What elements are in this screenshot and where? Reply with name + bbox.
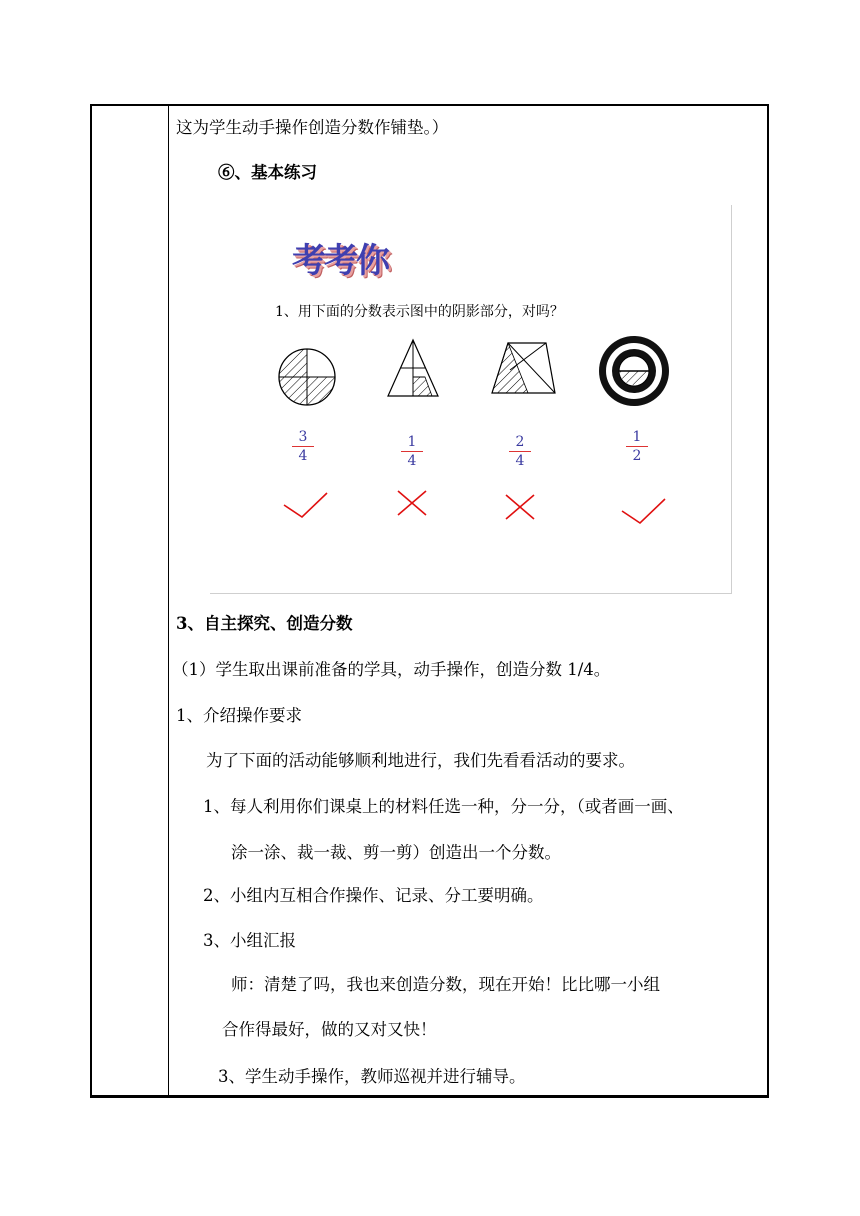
fraction-bar [401, 451, 423, 452]
text-line: 为了下面的活动能够顺利地进行，我们先看看活动的要求。 [206, 751, 635, 770]
figures [210, 205, 731, 593]
text-line: 涂一涂、裁一裁、剪一剪）创造出一个分数。 [231, 843, 561, 862]
fraction-2 [397, 434, 427, 469]
numerator: 3 [298, 429, 308, 445]
denominator: 4 [515, 453, 525, 470]
fraction-bar [292, 446, 314, 447]
numerator: 1 [407, 434, 417, 450]
fraction-4 [622, 429, 652, 464]
triangle-figure [388, 340, 438, 396]
slide-question: 1、用下面的分数表示图中的阴影部分，对吗？ [275, 304, 564, 320]
text-line: 合作得最好，做的又对又快！ [222, 1020, 437, 1039]
slide-title: 考考你 [292, 241, 388, 281]
denominator: 4 [298, 448, 308, 465]
section-heading: 3、自主探究、创造分数 [176, 614, 353, 633]
trapezoid-figure [492, 343, 555, 393]
fraction-3 [505, 434, 535, 469]
text-line: 3、小组汇报 [203, 931, 296, 950]
check-icon [622, 499, 665, 523]
text-line: 1、每人利用你们课桌上的材料任选一种，分一分，（或者画一画、 [203, 797, 684, 816]
exercise-slide [210, 205, 732, 594]
denominator: 4 [407, 453, 417, 470]
text-line: 师：清楚了吗，我也来创造分数，现在开始！比比哪一小组 [231, 975, 660, 994]
numerator: 1 [632, 429, 642, 445]
section-heading: ⑥、基本练习 [218, 163, 317, 182]
circle-figure [279, 349, 335, 405]
check-icon [284, 493, 327, 517]
cross-icon [398, 491, 426, 515]
denominator: 2 [632, 448, 642, 465]
rings-figure [599, 336, 669, 406]
fraction-bar [509, 451, 531, 452]
cross-icon [506, 495, 534, 519]
text-line: 2、小组内互相合作操作、记录、分工要明确。 [203, 886, 544, 905]
fraction-bar [626, 446, 648, 447]
fraction-1 [288, 429, 318, 464]
text-line: （1）学生取出课前准备的学具，动手操作，创造分数 1/4。 [172, 660, 611, 679]
text-line: 1、介绍操作要求 [176, 706, 302, 725]
text-line: 3、学生动手操作，教师巡视并进行辅导。 [218, 1067, 526, 1086]
left-column [92, 106, 169, 1095]
text-line: 这为学生动手操作创造分数作铺垫。） [176, 118, 449, 137]
numerator: 2 [515, 434, 525, 450]
